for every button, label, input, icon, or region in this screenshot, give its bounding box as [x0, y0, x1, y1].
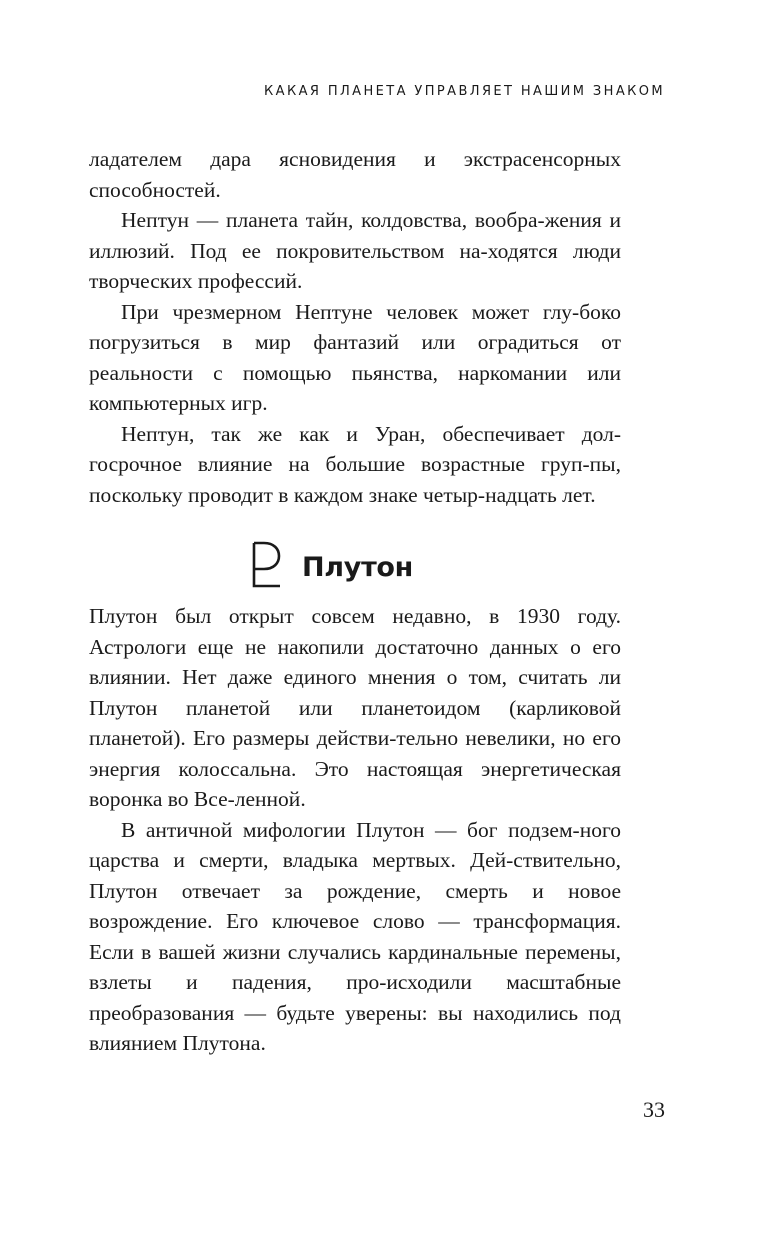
- section-heading: [250, 540, 413, 590]
- paragraph: ладателем дара ясновидения и экстрасенсорных способностей.: [89, 147, 621, 202]
- running-header: КАКАЯ ПЛАНЕТА УПРАВЛЯЕТ НАШИМ ЗНАКОМ: [264, 84, 665, 99]
- paragraph: При чрезмерном Нептуне человек может глу-боко погрузиться в мир фантазий или оградиться от реальности с помощью пьянства, наркомании или компьютерных игр.: [89, 299, 621, 415]
- paragraph: Плутон был открыт совсем недавно, в 1930 году. Астрологи еще не накопили достаточно данных о его влиянии. Нет даже единого мнения о том, считать ли Плутон планетой или планетоидом (карликовой планетой). Его размеры действи-тельно невелики, но его энергия колоссальна. Это настоящая энергетическая воронка во Все-ленной.: [89, 604, 621, 811]
- page-number: 33: [643, 1097, 665, 1122]
- pluto-symbol-icon: [250, 540, 282, 590]
- paragraph: В античной мифологии Плутон — бог подзем-ного царства и смерти, владыка мертвых. Дей-ствительно, Плутон отвечает за рождение, смерть и новое возрождение. Его ключевое слово — трансформация. Если в вашей жизни случались кардинальные перемены, взлеты и падения, про-исходили масштабные преобразования — будьте уверены: вы находились под влиянием Плутона.: [89, 817, 621, 1055]
- paragraph: Нептун — планета тайн, колдовства, вообра-жения и иллюзий. Под ее покровительством на-ходятся люди творческих профессий.: [89, 208, 621, 293]
- body-text-bottom: [89, 601, 621, 1059]
- paragraph: Нептун, так же как и Уран, обеспечивает дол-госрочное влияние на большие возрастные груп-пы, поскольку проводит в каждом знаке четыр-надцать лет.: [89, 421, 621, 507]
- section-title: Плутон: [302, 551, 414, 583]
- body-text-top: [89, 144, 621, 510]
